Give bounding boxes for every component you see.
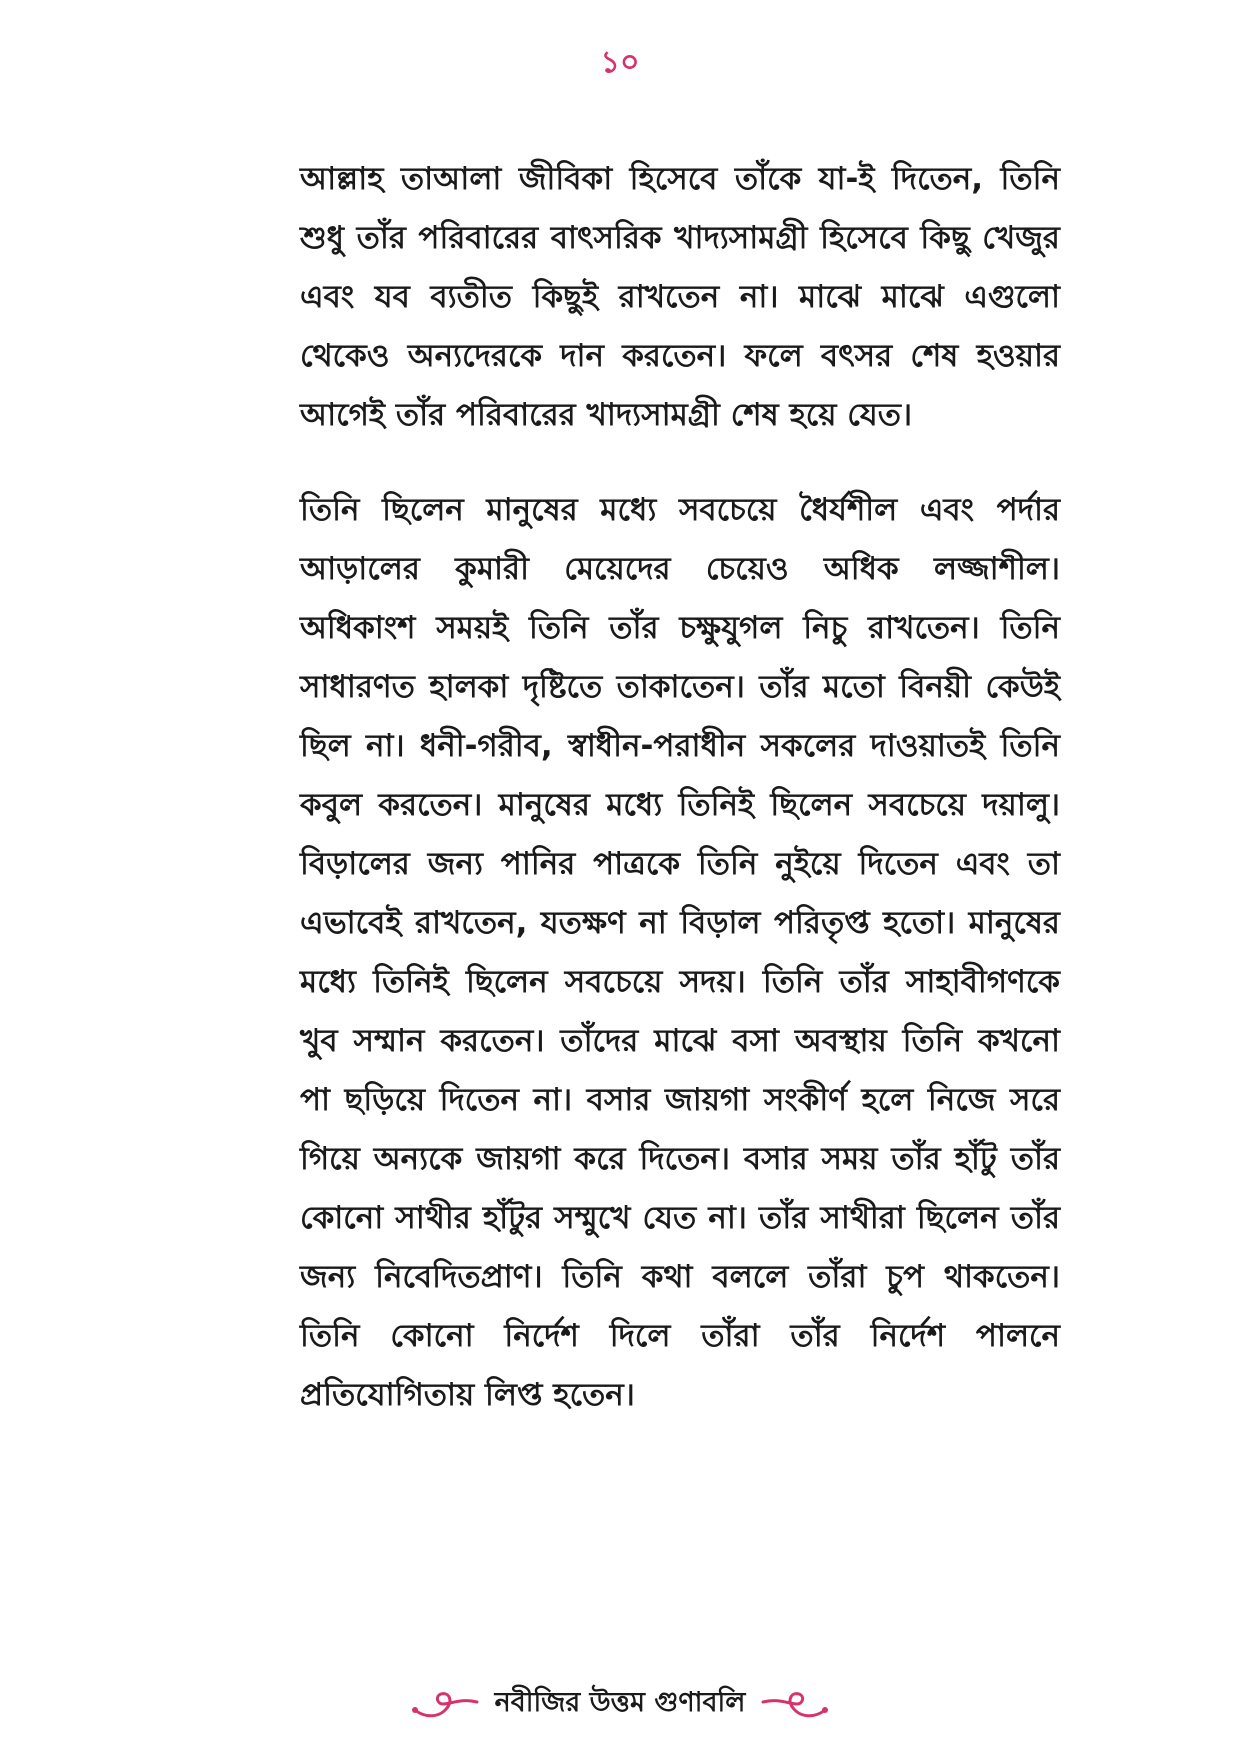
- book-title: নবীজির উত্তম গুণাবলি: [494, 1687, 746, 1718]
- paragraph-1: আল্লাহ তাআলা জীবিকা হিসেবে তাঁকে যা-ই দিতেন, তিনি শুধু তাঁর পরিবারের বাৎসরিক খাদ্যসামগ্রী হিসেবে কিছু খেজুর এবং যব ব্যতীত কিছুই রাখতেন না। মাঝে মাঝে এগুলো থেকেও অন্যদেরকে দান করতেন। ফলে বৎসর শেষ হওয়ার আগেই তাঁর পরিবারের খাদ্যসামগ্রী শেষ হয়ে যেত।: [300, 161, 1060, 433]
- footer: [0, 1682, 1240, 1727]
- body-text: [300, 150, 1060, 1425]
- paragraph-2: তিনি ছিলেন মানুষের মধ্যে সবচেয়ে ধৈর্যশীল এবং পর্দার আড়ালের কুমারী মেয়েদের চেয়েও অধিক লজ্জাশীল। অধিকাংশ সময়ই তিনি তাঁর চক্ষুযুগল নিচু রাখতেন। তিনি সাধারণত হালকা দৃষ্টিতে তাকাতেন। তাঁর মতো বিনয়ী কেউই ছিল না। ধনী-গরীব, স্বাধীন-পরাধীন সকলের দাওয়াতই তিনি কবুল করতেন। মানুষের মধ্যে তিনিই ছিলেন সবচেয়ে দয়ালু। বিড়ালের জন্য পানির পাত্রকে তিনি নুইয়ে দিতেন এবং তা এভাবেই রাখতেন, যতক্ষণ না বিড়াল পরিতৃপ্ত হতো। মানুষের মধ্যে তিনিই ছিলেন সবচেয়ে সদয়। তিনি তাঁর সাহাবীগণকে খুব সম্মান করতেন। তাঁদের মাঝে বসা অবস্থায় তিনি কখনো পা ছড়িয়ে দিতেন না। বসার জায়গা সংকীর্ণ হলে নিজে সরে গিয়ে অন্যকে জায়গা করে দিতেন। বসার সময় তাঁর হাঁটু তাঁর কোনো সাথীর হাঁটুর সম্মুখে যেত না। তাঁর সাথীরা ছিলেন তাঁর জন্য নিবেদিতপ্রাণ। তিনি কথা বললে তাঁরা চুপ থাকতেন। তিনি কোনো নির্দেশ দিলে তাঁরা তাঁর নির্দেশ পালনে প্রতিযোগিতায় লিপ্ত হতেন।: [300, 492, 1060, 1413]
- left-swirl-ornament-icon: [411, 1688, 481, 1722]
- right-swirl-ornament-icon: [759, 1688, 829, 1722]
- page-number: ১০: [600, 45, 640, 80]
